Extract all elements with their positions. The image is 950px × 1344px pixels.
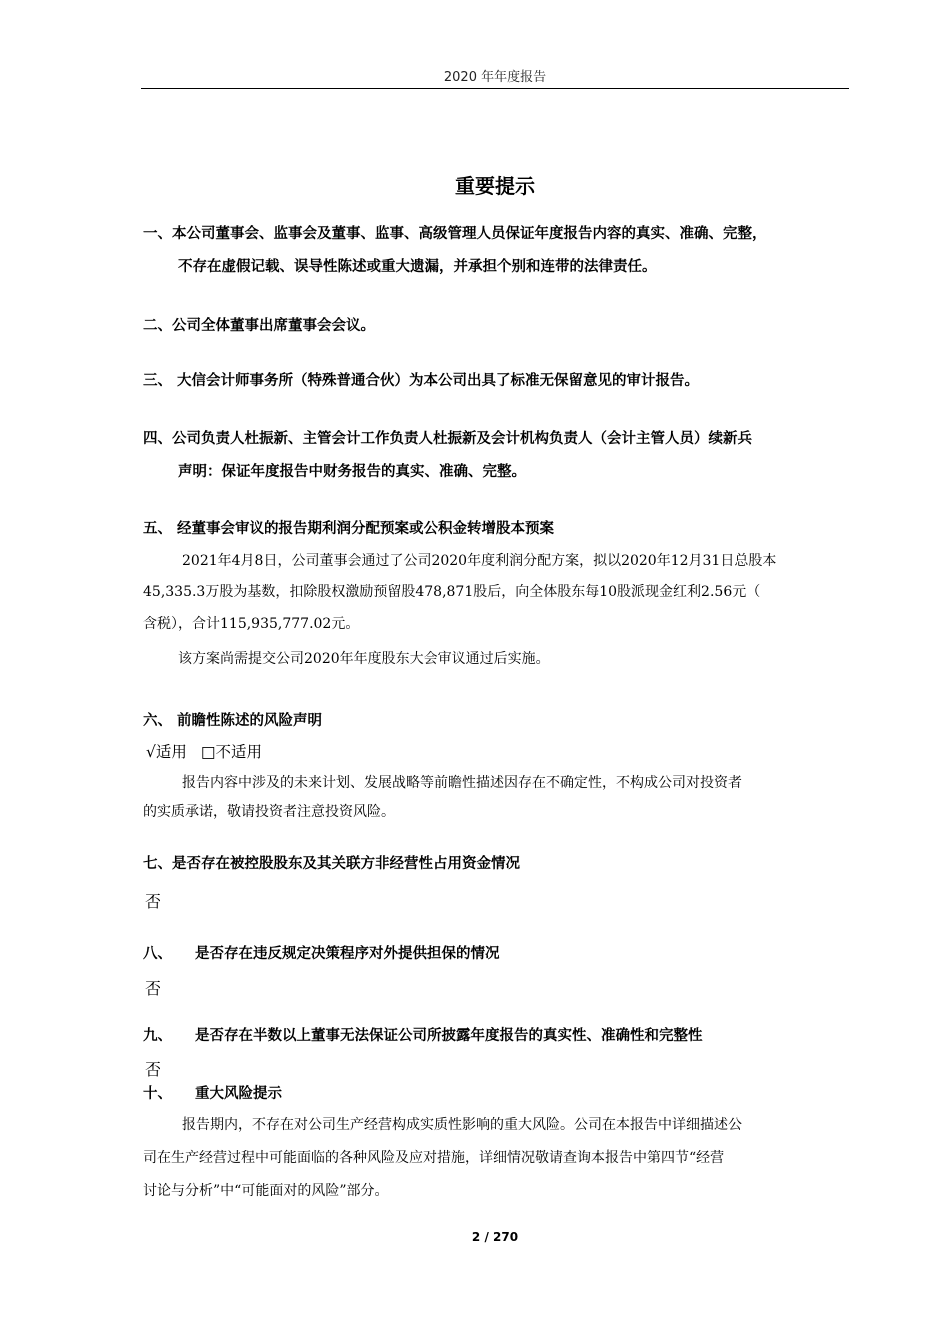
section-10-number: 十、 (143, 1086, 172, 1102)
section-6-heading: 六、 前瞻性陈述的风险声明 (143, 713, 323, 729)
section-10-paragraph-line-1: 报告期内，不存在对公司生产经营构成实质性影响的重大风险。公司在本报告中详细描述公 (182, 1117, 742, 1133)
running-header: 2020 年年度报告 (443, 70, 547, 85)
section-5-paragraph-line-3: 含税），合计115,935,777.02元。 (143, 616, 360, 632)
section-2-line-1: 二、公司全体董事出席董事会会议。 (143, 318, 375, 334)
section-8-number: 八、 (143, 946, 172, 962)
section-8-answer: 否 (145, 979, 162, 998)
section-5-paragraph-line-4: 该方案尚需提交公司2020年年度股东大会审议通过后实施。 (178, 651, 550, 667)
option-not-applicable: □不适用 (200, 743, 263, 761)
page-title: 重要提示 (455, 174, 535, 198)
section-1-line-2: 不存在虚假记载、误导性陈述或重大遗漏，并承担个别和连带的法律责任。 (178, 259, 657, 275)
section-9-heading: 是否存在半数以上董事无法保证公司所披露年度报告的真实性、准确性和完整性 (195, 1028, 703, 1044)
section-10-paragraph-line-2: 司在生产经营过程中可能面临的各种风险及应对措施，详细情况敬请查询本报告中第四节“经营 (143, 1150, 725, 1166)
section-4-line-2: 声明：保证年度报告中财务报告的真实、准确、完整。 (178, 464, 526, 480)
section-7-heading: 七、是否存在被控股股东及其关联方非经营性占用资金情况 (143, 856, 520, 872)
section-9-number: 九、 (143, 1028, 172, 1044)
section-7-answer: 否 (145, 892, 162, 911)
section-4-line-1: 四、公司负责人杜振新、主管会计工作负责人杜振新及会计机构负责人（会计主管人员）续新兵 (143, 431, 752, 447)
section-3-line-1: 三、 大信会计师事务所（特殊普通合伙）为本公司出具了标准无保留意见的审计报告。 (143, 373, 700, 389)
section-6-paragraph-line-1: 报告内容中涉及的未来计划、发展战略等前瞻性描述因存在不确定性，不构成公司对投资者 (182, 775, 742, 791)
section-10-paragraph-line-3: 讨论与分析”中“可能面对的风险”部分。 (143, 1183, 389, 1199)
section-1-line-1: 一、本公司董事会、监事会及董事、监事、高级管理人员保证年度报告内容的真实、准确、完整， (143, 226, 767, 242)
section-8-heading: 是否存在违反规定决策程序对外提供担保的情况 (195, 946, 500, 962)
applicability-options (146, 740, 262, 762)
option-applicable: √适用 (146, 743, 187, 761)
section-9-answer: 否 (145, 1060, 162, 1079)
section-5-heading: 五、 经董事会审议的报告期利润分配预案或公积金转增股本预案 (143, 521, 555, 537)
section-10-heading: 重大风险提示 (195, 1086, 282, 1102)
section-6-paragraph-line-2: 的实质承诺，敬请投资者注意投资风险。 (143, 804, 395, 820)
header-divider (141, 88, 849, 89)
section-5-paragraph-line-1: 2021年4月8日，公司董事会通过了公司2020年度利润分配方案，拟以2020年12月31日总股本 (182, 553, 777, 569)
page-number: 2 / 270 (471, 1230, 519, 1244)
section-5-paragraph-line-2: 45,335.3万股为基数，扣除股权激励预留股478,871股后，向全体股东每10股派现金红利2.56元（ (143, 584, 761, 600)
